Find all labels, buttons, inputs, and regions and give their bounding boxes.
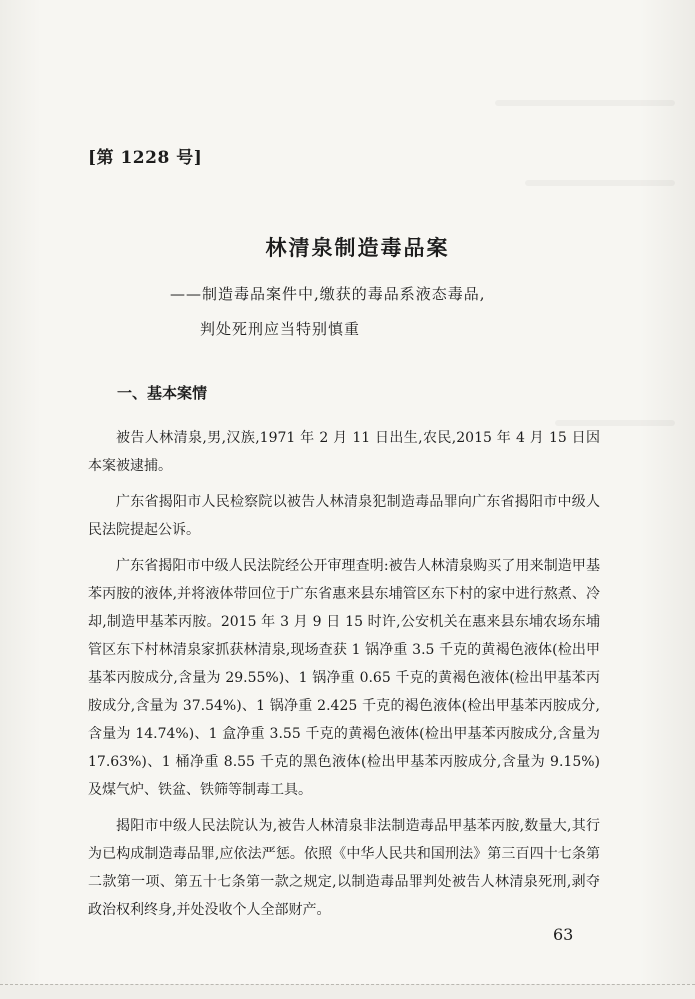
paragraph-prosecution: 广东省揭阳市人民检察院以被告人林清泉犯制造毒品罪向广东省揭阳市中级人民法院提起公诉。 [88,494,600,538]
body-text [88,424,600,932]
case-title: 林清泉制造毒品案 [265,235,450,260]
paragraph-defendant-info: 被告人林清泉,男,汉族,1971 年 2 月 11 日出生,农民,2015 年 4 月 15 日因本案被逮捕。 [88,430,600,474]
section-heading: 一、基本案情 [117,384,208,402]
show-through-mark [525,180,675,186]
page-number: 63 [553,925,574,944]
case-subtitle-line2: 判处死刑应当特别慎重 [200,320,361,338]
case-subtitle-line1: ——制造毒品案件中,缴获的毒品系液态毒品, [170,285,486,303]
case-number: [第 1228 号] [88,148,203,168]
paragraph-facts: 广东省揭阳市中级人民法院经公开审理查明:被告人林清泉购买了用来制造甲基苯丙胺的液体,并将液体带回位于广东省惠来县东埔管区东下村的家中进行熬煮、冷却,制造甲基苯丙胺。2015 年 3 月 9 日 15 时许,公安机关在惠来县东埔农场东埔管区东下村林清泉家抓获林清泉,现场查获 1 锅净重 3.5 千克的黄褐色液体(检出甲基苯丙胺成分,含量为 29.55%)、1 锅净重 0.65 千克的黄褐色液体(检出甲基苯丙胺成分,含量为 37.54%)、1 锅净重 2.425 千克的褐色液体(检出甲基苯丙胺成分,含量为 14.74%)、1 盒净重 3.55 千克的黄褐色液体(检出甲基苯丙胺成分,含量为 17.63%)、1 桶净重 8.55 千克的黑色液体(检出甲基苯丙胺成分,含量为 9.15%)及煤气炉、铁盆、铁筛等制毒工具。 [88,558,600,798]
show-through-mark [495,100,675,106]
paragraph-judgment: 揭阳市中级人民法院认为,被告人林清泉非法制造毒品甲基苯丙胺,数量大,其行为已构成制造毒品罪,应依法严惩。依照《中华人民共和国刑法》第三百四十七条第二款第一项、第五十七条第一款之规定,以制造毒品罪判处被告人林清泉死刑,剥夺政治权利终身,并处没收个人全部财产。 [88,818,600,918]
page-bottom-edge [0,984,695,999]
